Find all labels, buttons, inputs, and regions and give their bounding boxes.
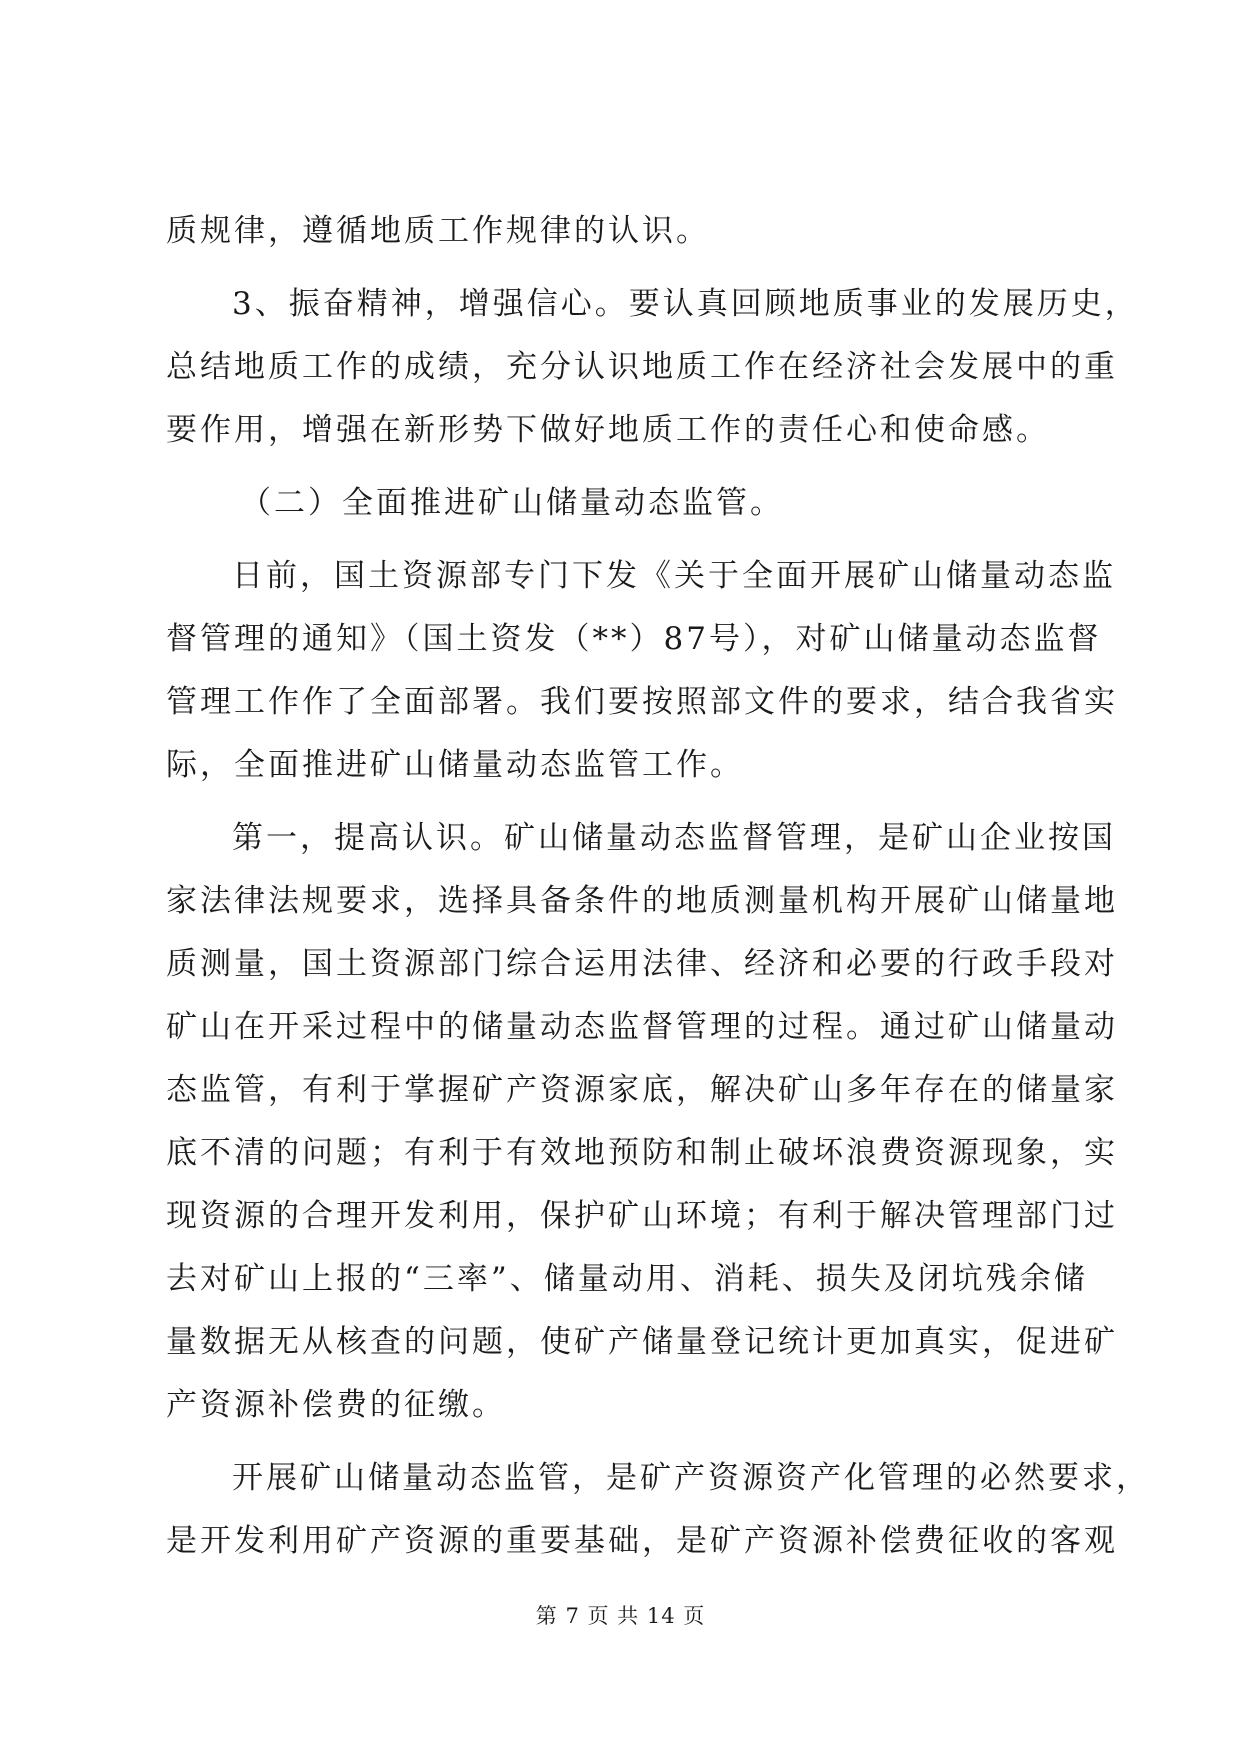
body-line-17: 去对矿山上报的“三率”、储量动用、消耗、损失及闭坑残余储 (166, 1261, 1088, 1297)
body-line-12: 质测量，国土资源部门综合运用法律、经济和必要的行政手段对 (166, 946, 1118, 982)
body-line-3: 总结地质工作的成绩，充分认识地质工作在经济社会发展中的重 (166, 349, 1118, 385)
body-line-7: 督管理的通知》（国土资发（**）87号），对矿山储量动态监督 (166, 621, 1102, 657)
body-line-14: 态监管，有利于掌握矿产资源家底，解决矿山多年存在的储量家 (166, 1072, 1118, 1108)
body-line-15: 底不清的问题；有利于有效地预防和制止破坏浪费资源现象，实 (166, 1135, 1118, 1171)
body-line-4: 要作用，增强在新形势下做好地质工作的责任心和使命感。 (166, 412, 1050, 448)
body-line-6: 日前，国土资源部专门下发《关于全面开展矿山储量动态监 (232, 558, 1116, 594)
body-line-9: 际，全面推进矿山储量动态监管工作。 (166, 747, 744, 783)
page-number-footer: 第 7 页 共 14 页 (535, 1604, 706, 1628)
body-line-1: 质规律，遵循地质工作规律的认识。 (166, 213, 710, 249)
body-line-20: 开展矿山储量动态监管，是矿产资源资产化管理的必然要求， (232, 1460, 1150, 1496)
body-line-21: 是开发利用矿产资源的重要基础，是矿产资源补偿费征收的客观 (166, 1523, 1118, 1559)
body-line-10: 第一，提高认识。矿山储量动态监督管理，是矿山企业按国 (232, 820, 1116, 856)
section-heading: （二）全面推进矿山储量动态监管。 (240, 485, 784, 521)
body-line-8: 管理工作作了全面部署。我们要按照部文件的要求，结合我省实 (166, 684, 1118, 720)
body-line-19: 产资源补偿费的征缴。 (166, 1387, 506, 1423)
body-line-2: 3、振奋精神，增强信心。要认真回顾地质事业的发展历史， (232, 286, 1139, 322)
body-line-13: 矿山在开采过程中的储量动态监督管理的过程。通过矿山储量动 (166, 1009, 1118, 1045)
body-line-18: 量数据无从核查的问题，使矿产储量登记统计更加真实，促进矿 (166, 1324, 1118, 1360)
body-line-11: 家法律法规要求，选择具备条件的地质测量机构开展矿山储量地 (166, 883, 1118, 919)
body-line-16: 现资源的合理开发利用，保护矿山环境；有利于解决管理部门过 (166, 1198, 1118, 1234)
